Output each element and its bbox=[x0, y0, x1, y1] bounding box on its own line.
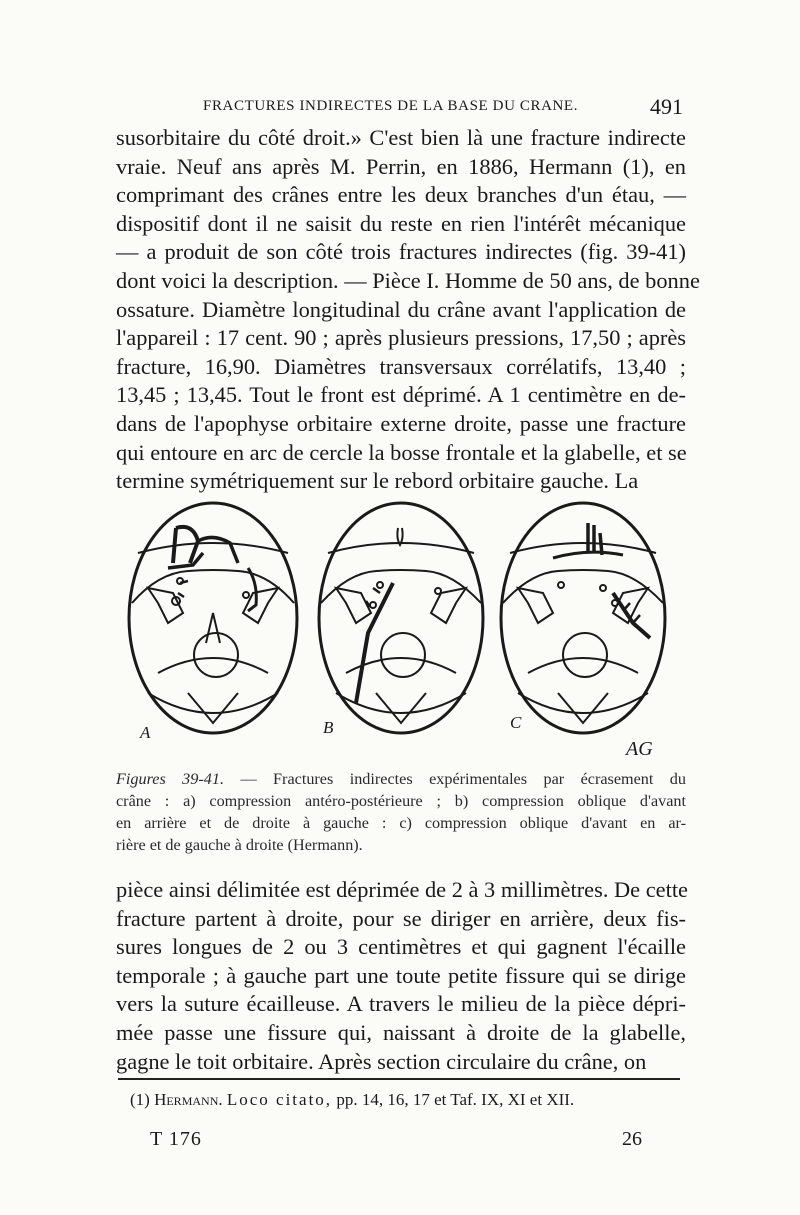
text-line: comprimant des crânes entre les deux branches d'un étau, — bbox=[116, 182, 686, 208]
text-line: pièce ainsi délimitée est déprimée de 2 à 3 millimètres. De cette bbox=[116, 877, 688, 902]
running-head bbox=[118, 96, 683, 122]
text-line: temporale ; à gauche part une toute petite fissure qui se dirige bbox=[116, 962, 686, 988]
text-line: gagne le toit orbitaire. Après section circulaire du crâne, on bbox=[116, 1048, 647, 1074]
text-line: dans de l'apophyse orbitaire externe droite, passe une fracture bbox=[116, 410, 686, 436]
text-line: 13,45 ; 13,45. Tout le front est déprimé. A 1 centimètre en de- bbox=[116, 382, 686, 408]
caption-line bbox=[116, 768, 686, 790]
footnote-divider bbox=[118, 1078, 680, 1080]
footnote bbox=[130, 1090, 690, 1110]
footnote-author: Hermann. bbox=[154, 1090, 223, 1109]
caption-label: Figures 39-41. bbox=[116, 770, 224, 788]
figure-signature: AG bbox=[626, 738, 653, 760]
footnote-reference: pp. 14, 16, 17 et Taf. IX, XI et XII. bbox=[336, 1090, 575, 1109]
text-line: fracture partent à droite, pour se diriger en arrière, deux fis- bbox=[116, 905, 686, 931]
caption-line: crâne : a) compression antéro-postérieure ; b) compression oblique d'avant bbox=[116, 792, 686, 810]
text-line: ossature. Diamètre longitudinal du crâne avant l'application de bbox=[116, 296, 686, 322]
skull-a-drawing bbox=[129, 503, 297, 733]
caption-line: en arrière et de droite à gauche : c) compression oblique d'avant en ar- bbox=[116, 814, 686, 832]
text-line: dont voici la description. — Pièce I. Homme de 50 ans, de bonne bbox=[116, 267, 700, 293]
skull-b-drawing bbox=[319, 503, 483, 733]
text-line: dispositif dont il ne saisit du reste en rien l'intérêt mécanique bbox=[116, 210, 686, 236]
text-line: — a produit de son côté trois fractures indirectes (fig. 39-41) bbox=[116, 239, 686, 265]
text-line: vers la suture écailleuse. A travers le milieu de la pièce dépri- bbox=[116, 991, 686, 1017]
running-head-title: FRACTURES INDIRECTES DE LA BASE DU CRANE. bbox=[203, 98, 579, 114]
footnote-marker: (1) bbox=[130, 1090, 150, 1109]
skull-c-drawing bbox=[501, 503, 665, 733]
skull-base-figure bbox=[118, 493, 678, 763]
text-line: mée passe une fissure qui, naissant à droite de la glabelle, bbox=[116, 1019, 686, 1045]
bottom-paragraph bbox=[116, 876, 686, 1076]
printer-signature-mark: T 176 bbox=[150, 1128, 202, 1150]
text-line: vraie. Neuf ans après M. Perrin, en 1886, Hermann (1), en bbox=[116, 153, 686, 179]
caption-line: rière et de gauche à droite (Hermann). bbox=[116, 836, 363, 854]
top-paragraph bbox=[116, 124, 700, 496]
figure-label-a: A bbox=[140, 723, 151, 742]
text-line: termine symétriquement sur le rebord orbitaire gauche. La bbox=[116, 468, 639, 494]
figure-label-b: B bbox=[323, 718, 334, 737]
figure-label-c: C bbox=[510, 713, 522, 732]
text-line: fracture, 16,90. Diamètres transversaux corrélatifs, 13,40 ; bbox=[116, 353, 686, 379]
text-line: l'appareil : 17 cent. 90 ; après plusieurs pressions, 17,50 ; après bbox=[116, 325, 686, 351]
caption-line-text: — Fractures indirectes expérimentales par écrasement du bbox=[240, 770, 686, 788]
page-number: 491 bbox=[650, 94, 683, 119]
text-line: qui entoure en arc de cercle la bosse frontale et la glabelle, et se bbox=[116, 439, 687, 465]
footnote-work: Loco citato, bbox=[226, 1090, 333, 1109]
printer-signature-number: 26 bbox=[622, 1128, 642, 1150]
text-line: susorbitaire du côté droit.» C'est bien là une fracture indirecte bbox=[116, 125, 686, 150]
text-line: sures longues de 2 ou 3 centimètres et qui gagnent l'écaille bbox=[116, 934, 686, 960]
figure-caption bbox=[116, 768, 686, 856]
skull-illustrations bbox=[118, 493, 678, 763]
